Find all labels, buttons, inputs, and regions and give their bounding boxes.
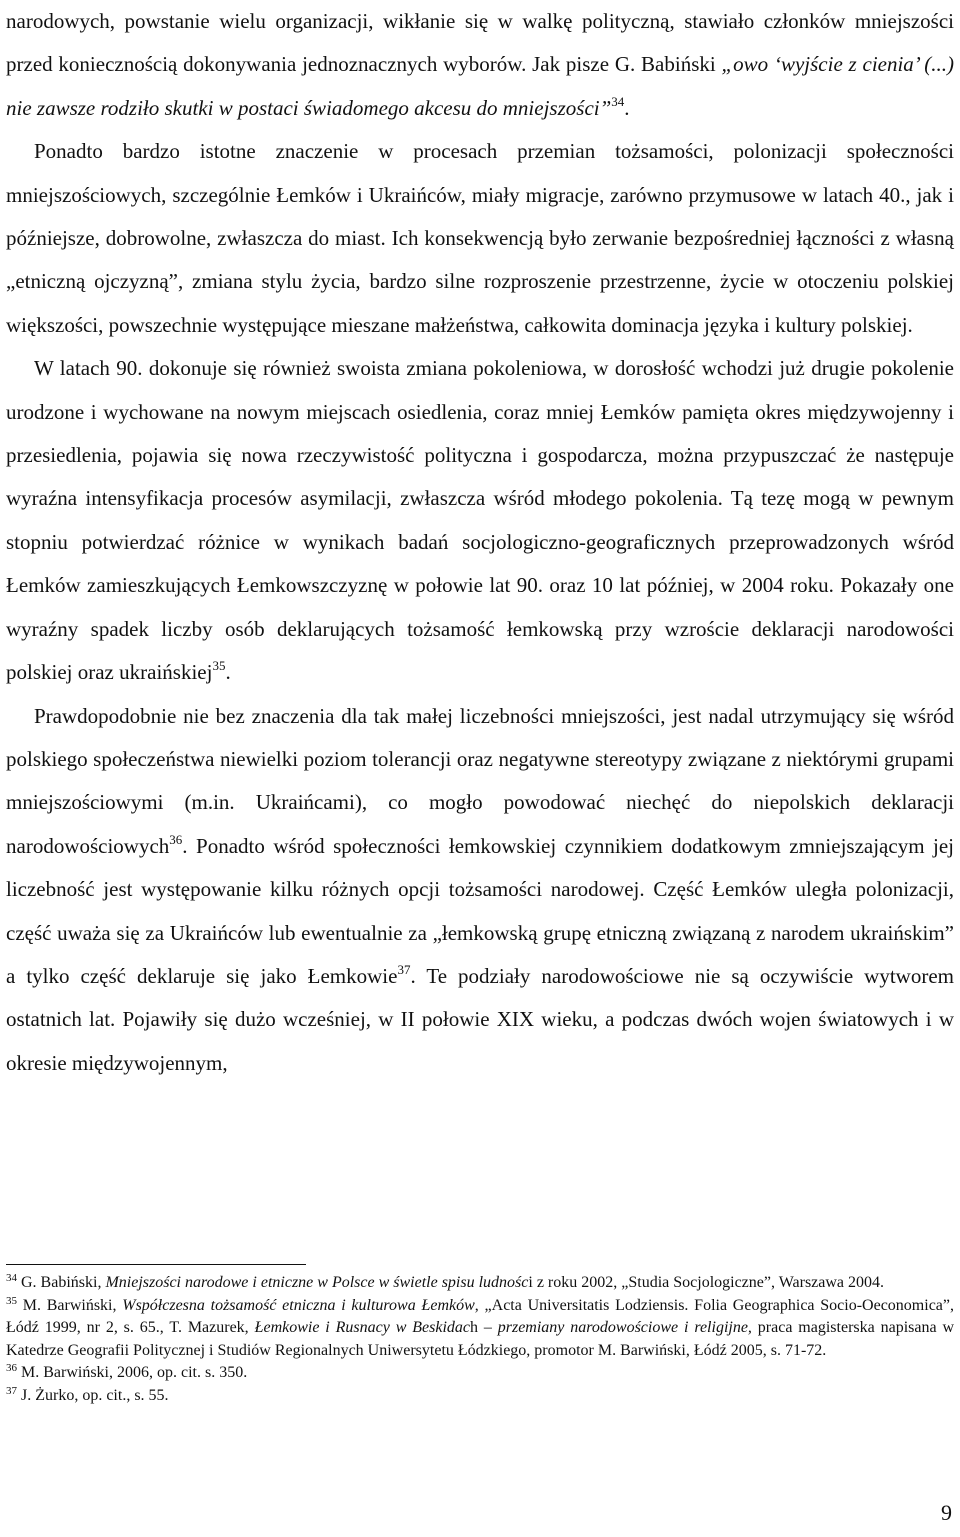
footnote-35 <box>6 1295 954 1363</box>
footnote-36-text: M. Barwiński, 2006, op. cit. s. 350. <box>17 1364 248 1381</box>
footnote-ref-35[interactable]: 35 <box>212 658 226 674</box>
footnote-34-author: G. Babiński, <box>17 1274 106 1291</box>
footnote-34-title: Mniejszości narodowe i etniczne w Polsce w świetle spisu ludnośc <box>105 1274 529 1291</box>
footnote-number-34: 34 <box>6 1272 17 1284</box>
footnote-ref-36[interactable]: 36 <box>169 831 183 847</box>
paragraph-1-end: . <box>624 95 630 120</box>
footnote-35-title-3: przemiany narodowościowe i religijne, <box>497 1319 752 1336</box>
babinski-quote: „owo ‘wyjście z cienia’ (...) nie zawsze rodziło skutki w postaci świadomego akcesu do mniejszości” <box>6 52 954 120</box>
paragraph-1 <box>6 0 954 130</box>
footnote-35-title-2: Łemkowie i Rusnacy w Beskidac <box>254 1319 470 1336</box>
footnote-37 <box>6 1385 954 1408</box>
paragraph-1-text: narodowych, powstanie wielu organizacji, wikłanie się w walkę polityczną, stawiało członków mniejszości przed koniecznością dokonywania jednoznacznych wyborów. Jak pisze G. Babiński <box>6 9 954 77</box>
footnote-separator <box>6 1264 306 1265</box>
footnote-ref-34[interactable]: 34 <box>611 93 625 109</box>
footnote-34 <box>6 1272 954 1295</box>
paragraph-3-text: W latach 90. dokonuje się również swoista zmiana pokoleniowa, w dorosłość wchodzi już drugie pokolenie urodzone i wychowane na nowym miejscach osiedlenia, coraz mniej Łemków pamięta okres międzywojenny i przesiedlenia, pojawia się nowa rzeczywistość polityczna i gospodarcza, można przypuszczać że następuje wyraźna intensyfikacja procesów asymilacji, zwłaszcza wśród młodego pokolenia. Tą tezę mogą w pewnym stopniu potwierdzać różnice w wynikach badań socjologiczno-geograficznych przeprowadzonych wśród Łemków zamieszkujących Łemkowszczyznę w połowie lat 90. oraz 10 lat później, w 2004 roku. Pokazały one wyraźny spadek liczby osób deklarujących tożsamość łemkowską przy wzroście deklaracji narodowości polskiej oraz ukraińskiej <box>6 356 954 685</box>
page-number: 9 <box>941 1500 952 1525</box>
paragraph-4-text-a: Prawdopodobnie nie bez znaczenia dla tak małej liczebności mniejszości, jest nadal utrzymujący się wśród polskiego społeczeństwa niewielki poziom tolerancji oraz negatywne stereotypy związane z niektórymi grupami mniejszościowymi (m.in. Ukraińcami), co mogło powodować niechęć do niepolskich deklaracji narodowościowych <box>6 703 954 858</box>
document-page <box>6 0 954 1085</box>
footnote-35-author: M. Barwiński, <box>17 1296 123 1314</box>
paragraph-2 <box>6 130 954 347</box>
paragraph-4 <box>6 695 954 1086</box>
footnote-35-rest-c: praca magisterska napisana w Katedrze Geografii Politycznej i Studiów Regionalnych Uniwersytetu Łódzkiego, promotor M. Barwiński, Łódź 2005, s. 71-72. <box>6 1319 955 1359</box>
paragraph-3 <box>6 347 954 694</box>
footnote-ref-37[interactable]: 37 <box>397 961 411 977</box>
footnote-34-rest: i z roku 2002, „Studia Socjologiczne”, Warszawa 2004. <box>528 1274 885 1291</box>
footnote-36 <box>6 1362 954 1385</box>
footnote-35-rest-a: , „Acta Universitatis Lodziensis. Folia Geographica Socio-Oeconomica”, Łódź 1999, nr 2, s. 65., T. Mazurek, <box>6 1296 955 1336</box>
footnote-number-35: 35 <box>6 1294 17 1307</box>
footnote-number-37: 37 <box>6 1384 17 1397</box>
paragraph-4-text-b: . Ponadto wśród społeczności łemkowskiej czynnikiem dodatkowym zmniejszającym jej liczebność jest występowanie kilku różnych opcji tożsamości narodowej. Część Łemków uległa polonizacji, część uważa się za Ukraińców lub ewentualnie za „łemkowską grupę etniczną związaną z narodem ukraińskim” a tylko część deklaruje się jako Łemkowie <box>6 833 954 988</box>
paragraph-2-text: Ponadto bardzo istotne znaczenie w procesach przemian tożsamości, polonizacji społeczności mniejszościowych, szczególnie Łemków i Ukraińców, miały migracje, zarówno przymusowe w latach 40., jak i późniejsze, dobrowolne, zwłaszcza do miast. Ich konsekwencją było zerwanie bezpośredniej łączności z własną „etniczną ojczyzną”, zmiana stylu życia, bardzo silne rozproszenie przestrzenne, życie w otoczeniu polskiej większości, powszechnie występujące mieszane małżeństwa, całkowita dominacja języka i kultury polskiej. <box>6 139 954 337</box>
footnotes <box>6 1272 954 1407</box>
paragraph-3-end: . <box>225 660 231 685</box>
footnote-35-rest-b: h – <box>470 1319 498 1336</box>
footnote-37-text: J. Żurko, op. cit., s. 55. <box>17 1386 169 1404</box>
paragraph-4-text-c: . Te podziały narodowościowe nie są oczywiście wytworem ostatnich lat. Pojawiły się dużo wcześniej, w II połowie XIX wieku, a podczas dwóch wojen światowych i w okresie międzywojennym, <box>6 963 954 1075</box>
footnote-number-36: 36 <box>6 1362 17 1374</box>
footnote-35-title: Współczesna tożsamość etniczna i kulturowa Łemków <box>122 1296 475 1314</box>
